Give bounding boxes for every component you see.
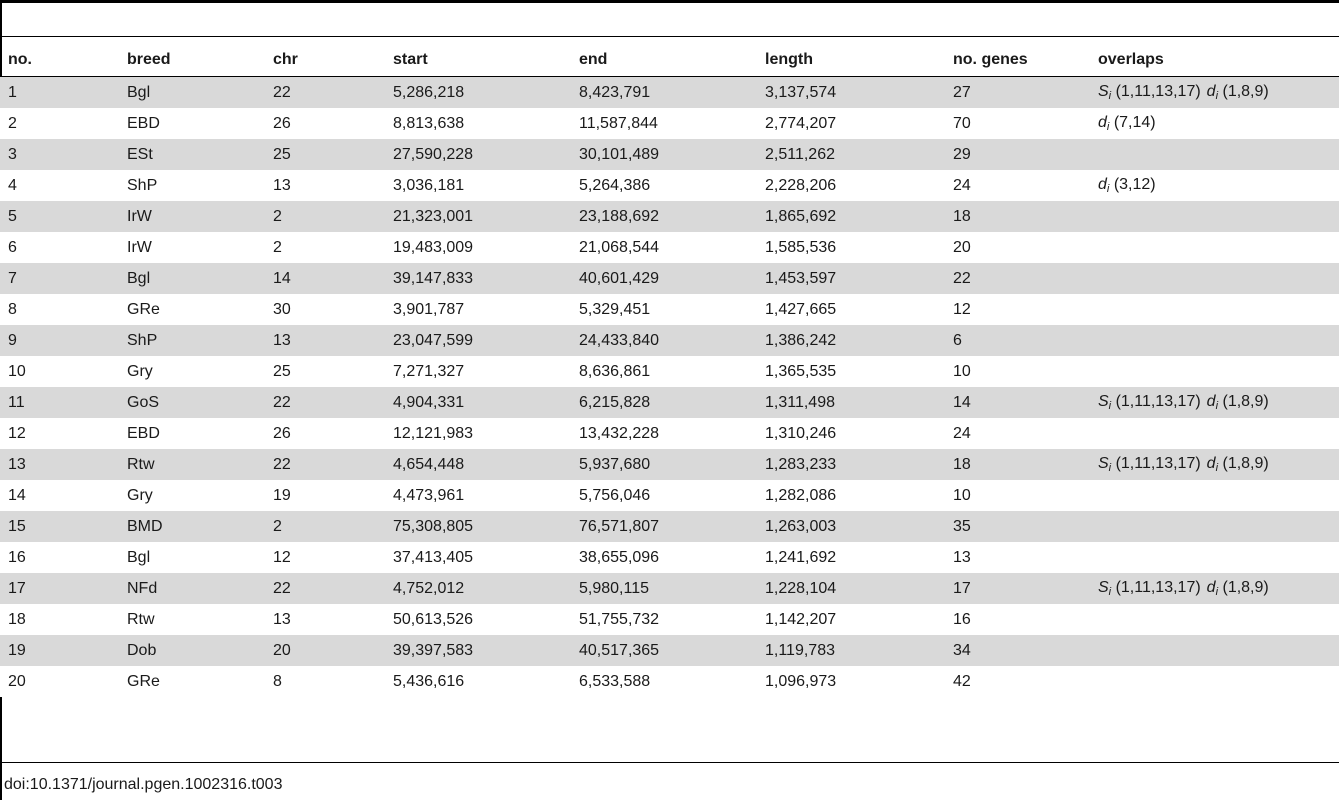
cell-overlaps (1090, 263, 1339, 294)
cell-start: 27,590,228 (385, 139, 571, 170)
table-row (0, 387, 1339, 418)
bottom-rule (0, 762, 1339, 763)
cell-chr: 22 (265, 573, 385, 604)
table-row (0, 511, 1339, 542)
cell-end: 6,533,588 (571, 666, 757, 697)
cell-length: 1,119,783 (757, 635, 945, 666)
cell-no: 19 (0, 635, 119, 666)
cell-length: 2,228,206 (757, 170, 945, 201)
cell-end: 8,423,791 (571, 77, 757, 109)
cell-no: 17 (0, 573, 119, 604)
cell-no: 6 (0, 232, 119, 263)
cell-length: 1,142,207 (757, 604, 945, 635)
cell-start: 4,752,012 (385, 573, 571, 604)
cell-no: 4 (0, 170, 119, 201)
cell-no: 18 (0, 604, 119, 635)
cell-length: 1,311,498 (757, 387, 945, 418)
cell-start: 8,813,638 (385, 108, 571, 139)
cell-genes: 18 (945, 449, 1090, 480)
cell-chr: 22 (265, 449, 385, 480)
cell-length: 1,096,973 (757, 666, 945, 697)
table-row (0, 77, 1339, 109)
cell-chr: 2 (265, 511, 385, 542)
cell-genes: 12 (945, 294, 1090, 325)
overlap-symbol: d (1098, 114, 1107, 131)
cell-start: 4,654,448 (385, 449, 571, 480)
cell-end: 5,264,386 (571, 170, 757, 201)
overlap-values: (3,12) (1113, 176, 1156, 193)
cell-end: 76,571,807 (571, 511, 757, 542)
cell-end: 5,329,451 (571, 294, 757, 325)
cell-no: 20 (0, 666, 119, 697)
cell-start: 12,121,983 (385, 418, 571, 449)
overlap-group (1098, 83, 1201, 100)
cell-chr: 2 (265, 232, 385, 263)
cell-genes: 29 (945, 139, 1090, 170)
cell-chr: 25 (265, 139, 385, 170)
cell-start: 21,323,001 (385, 201, 571, 232)
cell-no: 7 (0, 263, 119, 294)
cell-breed: IrW (119, 201, 265, 232)
cell-start: 3,901,787 (385, 294, 571, 325)
cell-start: 37,413,405 (385, 542, 571, 573)
cell-breed: Dob (119, 635, 265, 666)
cell-overlaps (1090, 418, 1339, 449)
cell-start: 5,436,616 (385, 666, 571, 697)
overlap-symbol: d (1098, 176, 1107, 193)
doi-caption: doi:10.1371/journal.pgen.1002316.t003 (4, 776, 283, 793)
cell-chr: 8 (265, 666, 385, 697)
cell-genes: 27 (945, 77, 1090, 109)
cell-overlaps (1090, 201, 1339, 232)
cell-genes: 13 (945, 542, 1090, 573)
column-header: start (385, 43, 571, 77)
cell-overlaps (1090, 294, 1339, 325)
cell-overlaps (1090, 139, 1339, 170)
cell-end: 5,980,115 (571, 573, 757, 604)
overlap-subscript: i (1108, 90, 1112, 102)
table-row (0, 573, 1339, 604)
cell-genes: 17 (945, 573, 1090, 604)
table-row (0, 666, 1339, 697)
cell-end: 24,433,840 (571, 325, 757, 356)
cell-overlaps (1090, 573, 1339, 604)
overlap-subscript: i (1108, 586, 1112, 598)
cell-overlaps (1090, 387, 1339, 418)
cell-overlaps (1090, 232, 1339, 263)
overlap-symbol: d (1206, 579, 1216, 596)
cell-end: 40,517,365 (571, 635, 757, 666)
cell-overlaps (1090, 604, 1339, 635)
cell-no: 14 (0, 480, 119, 511)
top-rule (0, 0, 1339, 3)
table-row (0, 139, 1339, 170)
cell-length: 1,283,233 (757, 449, 945, 480)
column-header: chr (265, 43, 385, 77)
column-header: breed (119, 43, 265, 77)
overlap-symbol: S (1098, 393, 1109, 410)
overlap-subscript: i (1215, 400, 1219, 412)
cell-length: 2,774,207 (757, 108, 945, 139)
cell-no: 10 (0, 356, 119, 387)
overlap-values: (7,14) (1113, 114, 1156, 131)
overlap-symbol: S (1098, 579, 1109, 596)
table-row (0, 449, 1339, 480)
overlap-symbol: d (1206, 83, 1216, 100)
cell-breed: EBD (119, 418, 265, 449)
cell-chr: 13 (265, 604, 385, 635)
cell-overlaps (1090, 542, 1339, 573)
cell-breed: NFd (119, 573, 265, 604)
overlap-symbol: d (1206, 393, 1216, 410)
table-row (0, 108, 1339, 139)
cell-chr: 26 (265, 108, 385, 139)
cell-chr: 14 (265, 263, 385, 294)
cell-length: 1,241,692 (757, 542, 945, 573)
cell-length: 1,386,242 (757, 325, 945, 356)
cell-length: 1,263,003 (757, 511, 945, 542)
table-row (0, 356, 1339, 387)
overlap-subscript: i (1215, 90, 1219, 102)
overlap-subscript: i (1108, 400, 1112, 412)
cell-end: 11,587,844 (571, 108, 757, 139)
cell-overlaps (1090, 325, 1339, 356)
cell-breed: Bgl (119, 542, 265, 573)
cell-breed: Rtw (119, 449, 265, 480)
cell-genes: 22 (945, 263, 1090, 294)
cell-chr: 19 (265, 480, 385, 511)
cell-length: 1,310,246 (757, 418, 945, 449)
overlap-subscript: i (1215, 586, 1219, 598)
cell-genes: 16 (945, 604, 1090, 635)
cell-overlaps (1090, 77, 1339, 109)
cell-start: 4,473,961 (385, 480, 571, 511)
table-header-row (0, 43, 1339, 77)
overlap-group (1098, 393, 1201, 410)
overlap-group (1098, 579, 1201, 596)
overlap-values: (1,11,13,17) (1115, 579, 1201, 596)
cell-start: 3,036,181 (385, 170, 571, 201)
cell-length: 1,585,536 (757, 232, 945, 263)
cell-length: 1,865,692 (757, 201, 945, 232)
cell-breed: IrW (119, 232, 265, 263)
cell-end: 6,215,828 (571, 387, 757, 418)
cell-breed: Bgl (119, 263, 265, 294)
cell-length: 1,453,597 (757, 263, 945, 294)
cell-overlaps (1090, 511, 1339, 542)
overlap-group (1207, 393, 1269, 410)
cell-overlaps (1090, 480, 1339, 511)
cell-no: 9 (0, 325, 119, 356)
cell-start: 7,271,327 (385, 356, 571, 387)
cell-end: 23,188,692 (571, 201, 757, 232)
cell-genes: 35 (945, 511, 1090, 542)
cell-end: 5,937,680 (571, 449, 757, 480)
cell-start: 4,904,331 (385, 387, 571, 418)
overlap-group (1207, 83, 1269, 100)
table-row (0, 263, 1339, 294)
overlap-values: (1,8,9) (1222, 579, 1269, 596)
cell-genes: 24 (945, 418, 1090, 449)
cell-chr: 25 (265, 356, 385, 387)
cell-genes: 18 (945, 201, 1090, 232)
table-row (0, 480, 1339, 511)
table-row (0, 604, 1339, 635)
overlap-symbol: S (1098, 83, 1109, 100)
cell-end: 21,068,544 (571, 232, 757, 263)
cell-breed: ShP (119, 170, 265, 201)
cell-no: 1 (0, 77, 119, 109)
cell-breed: EBD (119, 108, 265, 139)
cell-no: 3 (0, 139, 119, 170)
cell-no: 12 (0, 418, 119, 449)
cell-length: 1,365,535 (757, 356, 945, 387)
overlap-group (1098, 176, 1156, 193)
data-table (0, 43, 1339, 697)
cell-chr: 22 (265, 387, 385, 418)
cell-overlaps (1090, 108, 1339, 139)
cell-length: 3,137,574 (757, 77, 945, 109)
cell-end: 5,756,046 (571, 480, 757, 511)
cell-genes: 6 (945, 325, 1090, 356)
cell-breed: Rtw (119, 604, 265, 635)
cell-no: 16 (0, 542, 119, 573)
cell-end: 51,755,732 (571, 604, 757, 635)
cell-breed: GoS (119, 387, 265, 418)
cell-length: 1,427,665 (757, 294, 945, 325)
cell-genes: 10 (945, 480, 1090, 511)
cell-start: 19,483,009 (385, 232, 571, 263)
cell-chr: 26 (265, 418, 385, 449)
overlap-symbol: S (1098, 455, 1109, 472)
cell-breed: Gry (119, 356, 265, 387)
cell-start: 39,397,583 (385, 635, 571, 666)
cell-breed: BMD (119, 511, 265, 542)
overlap-group (1207, 579, 1269, 596)
table-row (0, 418, 1339, 449)
column-header: length (757, 43, 945, 77)
cell-end: 30,101,489 (571, 139, 757, 170)
cell-end: 13,432,228 (571, 418, 757, 449)
cell-genes: 42 (945, 666, 1090, 697)
cell-end: 40,601,429 (571, 263, 757, 294)
overlap-group (1098, 455, 1201, 472)
cell-breed: GRe (119, 294, 265, 325)
cell-end: 38,655,096 (571, 542, 757, 573)
cell-overlaps (1090, 356, 1339, 387)
cell-chr: 30 (265, 294, 385, 325)
table-row (0, 542, 1339, 573)
table-row (0, 325, 1339, 356)
column-header: overlaps (1090, 43, 1339, 77)
cell-genes: 34 (945, 635, 1090, 666)
cell-no: 8 (0, 294, 119, 325)
overlap-values: (1,8,9) (1222, 83, 1269, 100)
cell-overlaps (1090, 170, 1339, 201)
cell-length: 1,228,104 (757, 573, 945, 604)
table-row (0, 635, 1339, 666)
cell-overlaps (1090, 635, 1339, 666)
cell-overlaps (1090, 449, 1339, 480)
cell-overlaps (1090, 666, 1339, 697)
column-header: no. (0, 43, 119, 77)
cell-genes: 20 (945, 232, 1090, 263)
overlap-values: (1,8,9) (1222, 393, 1269, 410)
overlap-symbol: d (1206, 455, 1216, 472)
cell-genes: 14 (945, 387, 1090, 418)
cell-chr: 2 (265, 201, 385, 232)
cell-chr: 12 (265, 542, 385, 573)
cell-end: 8,636,861 (571, 356, 757, 387)
cell-start: 50,613,526 (385, 604, 571, 635)
cell-length: 2,511,262 (757, 139, 945, 170)
overlap-subscript: i (1108, 462, 1112, 474)
cell-breed: GRe (119, 666, 265, 697)
table-body (0, 77, 1339, 698)
cell-no: 2 (0, 108, 119, 139)
cell-no: 5 (0, 201, 119, 232)
cell-chr: 13 (265, 325, 385, 356)
cell-breed: Gry (119, 480, 265, 511)
cell-start: 39,147,833 (385, 263, 571, 294)
overlap-subscript: i (1215, 462, 1219, 474)
header-top-rule (0, 36, 1339, 37)
cell-start: 5,286,218 (385, 77, 571, 109)
cell-no: 11 (0, 387, 119, 418)
cell-length: 1,282,086 (757, 480, 945, 511)
table-row (0, 232, 1339, 263)
overlap-subscript: i (1106, 121, 1110, 133)
column-header: end (571, 43, 757, 77)
cell-chr: 22 (265, 77, 385, 109)
cell-start: 23,047,599 (385, 325, 571, 356)
overlap-values: (1,11,13,17) (1115, 83, 1201, 100)
cell-chr: 13 (265, 170, 385, 201)
cell-no: 13 (0, 449, 119, 480)
overlap-group (1207, 455, 1269, 472)
cell-genes: 24 (945, 170, 1090, 201)
table-row (0, 201, 1339, 232)
cell-breed: Bgl (119, 77, 265, 109)
overlap-values: (1,11,13,17) (1115, 455, 1201, 472)
cell-start: 75,308,805 (385, 511, 571, 542)
overlap-subscript: i (1106, 183, 1110, 195)
cell-genes: 70 (945, 108, 1090, 139)
column-header: no. genes (945, 43, 1090, 77)
cell-genes: 10 (945, 356, 1090, 387)
overlap-group (1098, 114, 1156, 131)
table-row (0, 294, 1339, 325)
table-row (0, 170, 1339, 201)
cell-chr: 20 (265, 635, 385, 666)
cell-breed: ShP (119, 325, 265, 356)
overlap-values: (1,11,13,17) (1115, 393, 1201, 410)
overlap-values: (1,8,9) (1222, 455, 1269, 472)
cell-breed: ESt (119, 139, 265, 170)
cell-no: 15 (0, 511, 119, 542)
